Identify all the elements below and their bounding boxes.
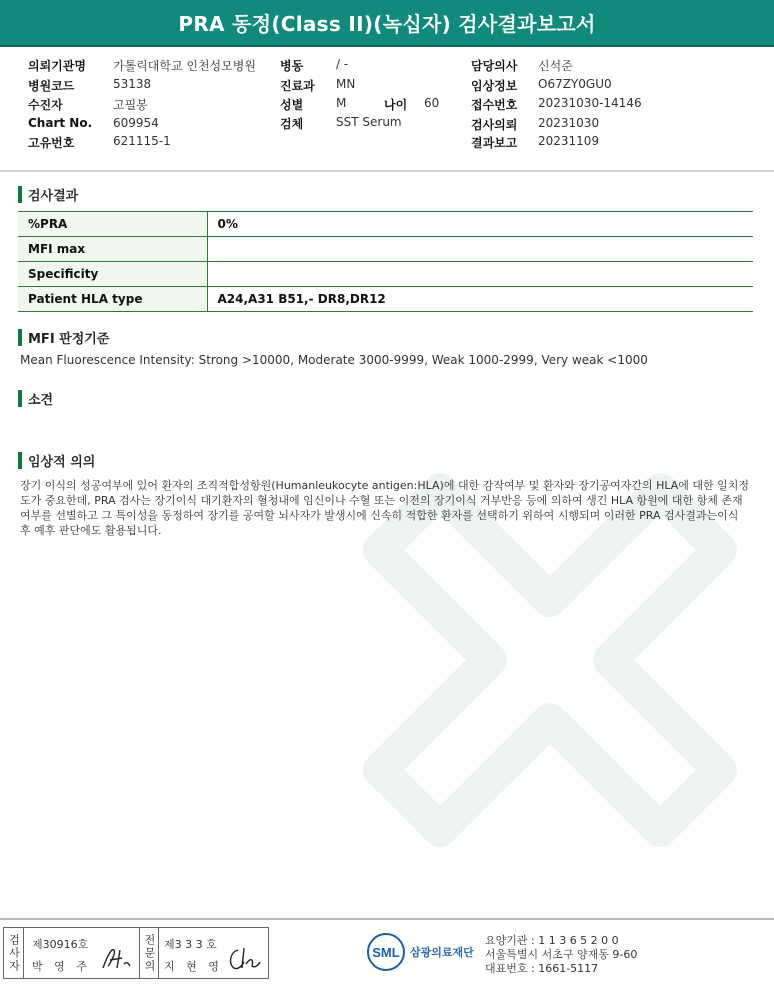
examiner-label: 검사자 bbox=[4, 928, 24, 978]
result-value bbox=[207, 262, 753, 287]
examiner-signature-icon bbox=[100, 944, 134, 972]
chart-no-value: 609954 bbox=[113, 116, 159, 130]
specimen-label: 검체 bbox=[280, 117, 304, 131]
patient-label: 수진자 bbox=[28, 98, 63, 112]
section-marker bbox=[18, 390, 22, 407]
result-value: A24,A31 B51,- DR8,DR12 bbox=[207, 287, 753, 312]
header-divider bbox=[0, 170, 774, 172]
table-row bbox=[18, 212, 753, 237]
clinical-section-title: 임상적 의의 bbox=[28, 455, 96, 470]
section-marker bbox=[18, 329, 22, 346]
opinion-section-heading bbox=[18, 389, 53, 408]
examiner-name: 박 영 주 bbox=[32, 960, 91, 973]
table-row bbox=[18, 237, 753, 262]
report-date-label: 결과보고 bbox=[471, 136, 518, 150]
patient-info-block bbox=[0, 54, 774, 154]
sml-logo-text: SML bbox=[372, 945, 400, 960]
sex-value: M bbox=[336, 96, 347, 110]
signature-box bbox=[3, 927, 269, 979]
result-key: Patient HLA type bbox=[18, 287, 207, 312]
request-date-label: 검사의뢰 bbox=[471, 118, 518, 132]
ward-label: 병동 bbox=[280, 59, 304, 73]
result-key: MFI max bbox=[18, 237, 207, 262]
specialist-label: 전문의 bbox=[139, 928, 159, 978]
sex-label: 성별 bbox=[280, 98, 304, 112]
patient-value: 고필봉 bbox=[113, 98, 148, 112]
org-address: 서울특별시 서초구 양재동 9-60 bbox=[485, 948, 638, 961]
examiner-license-no: 제30916호 bbox=[32, 938, 89, 951]
specialist-license-no: 제3 3 3 호 bbox=[164, 938, 217, 951]
unique-no-value: 621115-1 bbox=[113, 134, 171, 148]
table-row bbox=[18, 287, 753, 312]
clinical-info-label: 임상정보 bbox=[471, 79, 518, 93]
receipt-no-label: 접수번호 bbox=[471, 98, 518, 112]
results-table bbox=[18, 211, 753, 312]
hospital-code-value: 53138 bbox=[113, 77, 152, 91]
result-value: 0% bbox=[207, 212, 753, 237]
hospital-code-label: 병원코드 bbox=[28, 79, 75, 93]
result-key: Specificity bbox=[18, 262, 207, 287]
table-row bbox=[18, 262, 753, 287]
doctor-label: 담당의사 bbox=[471, 59, 518, 73]
clinical-info-value: O67ZY0GU0 bbox=[538, 77, 612, 91]
hospital-value: 가톨릭대학교 인천성모병원 bbox=[113, 59, 256, 73]
results-section-heading bbox=[18, 185, 78, 204]
brand-name: 삼광의료재단 bbox=[410, 946, 474, 959]
specialist-name: 지 현 영 bbox=[164, 960, 223, 973]
org-phone: 대표번호 : 1661-5117 bbox=[485, 962, 599, 975]
mfi-section-heading bbox=[18, 328, 109, 347]
mfi-criteria-text: Mean Fluorescence Intensity: Strong >10000, Moderate 3000-9999, Weak 1000-2999, Very weak <1000 bbox=[20, 353, 648, 367]
specialist-signature-icon bbox=[224, 942, 264, 974]
section-marker bbox=[18, 452, 22, 469]
request-date-value: 20231030 bbox=[538, 116, 600, 130]
organization-info bbox=[485, 934, 637, 976]
result-value bbox=[207, 237, 753, 262]
department-value: MN bbox=[336, 77, 356, 91]
department-label: 진료과 bbox=[280, 79, 315, 93]
result-key: %PRA bbox=[18, 212, 207, 237]
clinical-significance-text: 장기 이식의 성공여부에 있어 환자의 조직적합성항원(Humanleukocyte antigen:HLA)에 대한 감작여부 및 환자와 장기공여자간의 HLA에 대한 일치정도가 중요한데, PRA 검사는 장기이식 대기환자의 혈청내에 임신이나 수혈 또는 이전의 장기이식 거부반응 등에 의하여 생긴 HLA 항원에 대한 항체 존재 여부를 선별하고 그 특이성을 동정하여 장기를 공여할 뇌사자가 발생시에 신속히 적합한 환자를 선택하기 위하여 시행되며 이러한 PRA 검사결과는이식 후 예후 판단에도 활용됩니다. bbox=[20, 479, 750, 537]
hospital-label: 의뢰기관명 bbox=[28, 59, 86, 73]
results-section-title: 검사결과 bbox=[28, 189, 79, 204]
report-date-value: 20231109 bbox=[538, 134, 600, 148]
sml-logo-icon bbox=[366, 932, 406, 972]
sml-logo bbox=[366, 932, 474, 972]
opinion-section-title: 소견 bbox=[28, 393, 54, 408]
age-label: 나이 bbox=[384, 98, 408, 112]
report-footer bbox=[0, 918, 774, 989]
receipt-no-value: 20231030-14146 bbox=[538, 96, 642, 110]
mfi-section-title: MFI 판정기준 bbox=[28, 332, 110, 347]
section-marker bbox=[18, 186, 22, 203]
specimen-value: SST Serum bbox=[336, 115, 402, 129]
age-value: 60 bbox=[424, 96, 440, 110]
org-code: 요양기관 : 1 1 3 6 5 2 0 0 bbox=[485, 934, 619, 947]
chart-no-label: Chart No. bbox=[28, 116, 93, 130]
doctor-value: 신석준 bbox=[538, 59, 573, 73]
unique-no-label: 고유번호 bbox=[28, 136, 75, 150]
clinical-section-heading bbox=[18, 451, 95, 470]
report-title: PRA 동정(Class II)(녹십자) 검사결과보고서 bbox=[0, 0, 774, 47]
ward-value: / - bbox=[336, 57, 349, 71]
